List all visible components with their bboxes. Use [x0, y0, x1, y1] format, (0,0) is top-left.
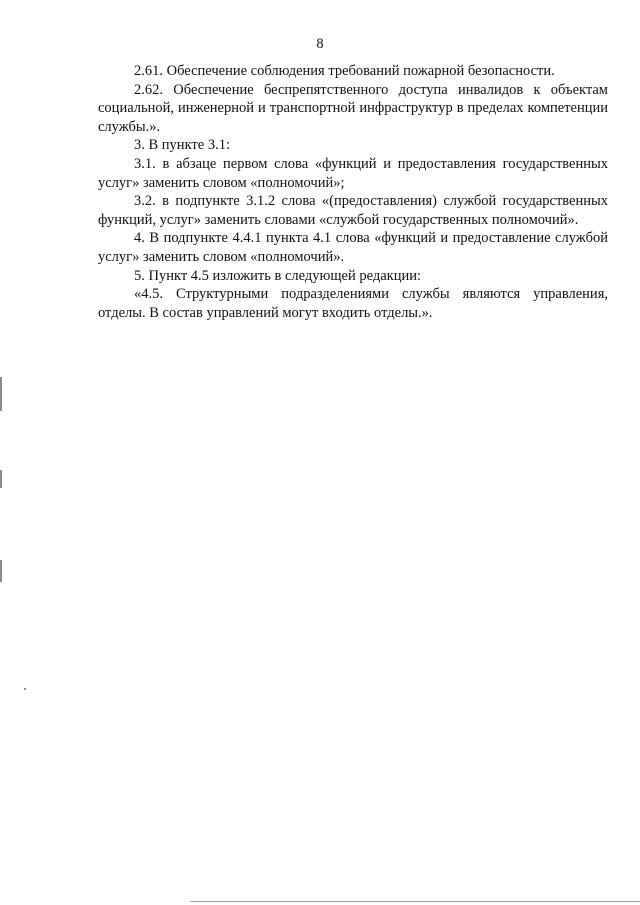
- paragraph-3: 3. В пункте 3.1:: [134, 137, 230, 154]
- scan-speck: [24, 688, 26, 690]
- paragraph-4-5: «4.5. Структурными подразделениями службы являются управления, отделы. В состав управлений могут входить отделы.».: [98, 286, 608, 321]
- paragraph-2-61: 2.61. Обеспечение соблюдения требований пожарной безопасности.: [134, 63, 555, 79]
- page-number: 8: [316, 36, 324, 52]
- paragraph-4: 4. В подпункте 4.4.1 пункта 4.1 слова «функций и предоставление службой услуг» заменить словом «полномочий».: [98, 230, 608, 265]
- paragraph-3-2: 3.2. в подпункте 3.1.2 слова «(предоставления) службой государственных функций, услуг» заменить словами «службой государственных полномочий».: [98, 193, 608, 228]
- scan-edge-mark: [0, 470, 2, 488]
- scan-edge-mark: [0, 377, 2, 411]
- scan-edge-mark: [0, 560, 2, 582]
- paragraph-2-62: 2.62. Обеспечение беспрепятственного доступа инвалидов к объектам социальной, инженерной и транспортной инфраструктур в пределах компетенции службы.».: [98, 81, 608, 135]
- document-body: [98, 62, 608, 322]
- paragraph-3-1: 3.1. в абзаце первом слова «функций и предоставления государственных услуг» заменить словом «полномочий»;: [98, 155, 608, 191]
- scan-bottom-line: [190, 901, 640, 902]
- paragraph-5: 5. Пункт 4.5 изложить в следующей редакции:: [134, 267, 422, 284]
